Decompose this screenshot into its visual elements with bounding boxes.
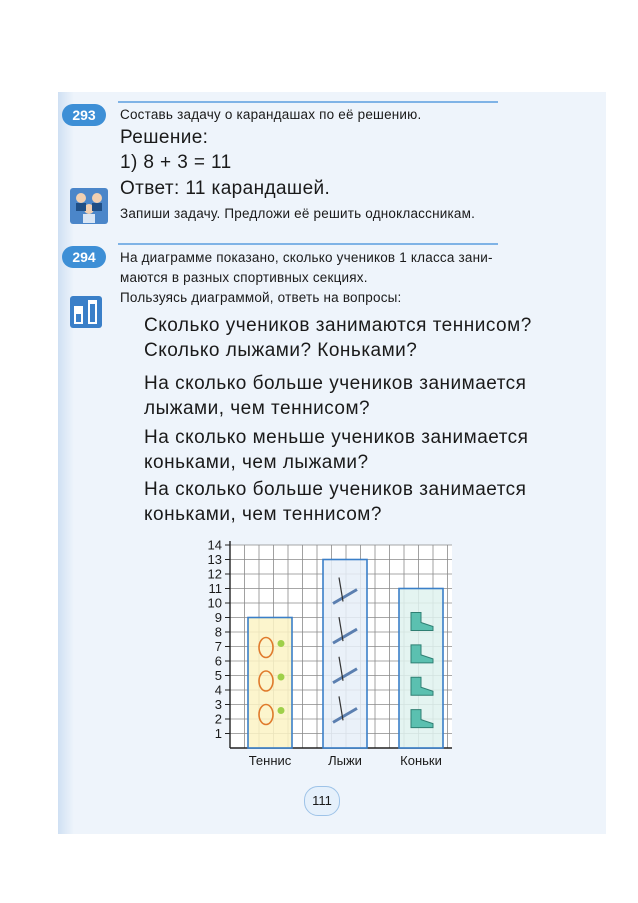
task-293-group-task: Запиши задачу. Предложи её решить одноклассникам. xyxy=(120,206,476,221)
question-4-line2: коньками, чем теннисом? xyxy=(144,504,382,525)
y-tick-label: 4 xyxy=(214,682,222,698)
question-2-line1: На сколько больше учеников занимается xyxy=(144,373,527,394)
task-294-intro-line2: маются в разных спортивных секциях. xyxy=(120,270,368,285)
x-category-label: Коньки xyxy=(400,753,442,768)
task-293-rule xyxy=(118,101,498,103)
chart-data-icon xyxy=(70,296,102,333)
y-tick-label: 6 xyxy=(214,653,222,669)
y-tick-label: 12 xyxy=(207,566,222,582)
page-number: 111 xyxy=(304,786,340,816)
y-tick-label: 10 xyxy=(207,595,222,611)
question-3-line1: На сколько меньше учеников занимается xyxy=(144,427,529,448)
y-tick-label: 8 xyxy=(214,624,222,640)
pupils-group-icon xyxy=(70,188,108,229)
task-293-answer: Ответ: 11 карандашей. xyxy=(120,178,331,199)
y-tick-label: 14 xyxy=(207,537,222,553)
question-1-line1: Сколько учеников занимаются теннисом? xyxy=(144,315,532,336)
question-2-line2: лыжами, чем теннисом? xyxy=(144,398,371,419)
question-4-line1: На сколько больше учеников занимается xyxy=(144,479,527,500)
y-tick-label: 1 xyxy=(214,726,222,741)
x-category-label: Теннис xyxy=(248,753,292,768)
y-tick-label: 2 xyxy=(214,711,222,727)
task-293-instruction: Составь задачу о карандашах по её решению. xyxy=(120,107,422,122)
x-category-label: Лыжи xyxy=(328,753,362,768)
y-tick-label: 3 xyxy=(214,697,222,712)
task-294-number: 294 xyxy=(62,246,106,268)
question-1-line2: Сколько лыжами? Коньками? xyxy=(144,340,418,361)
y-tick-label: 9 xyxy=(214,610,222,625)
task-293-solution-step: 1) 8 + 3 = 11 xyxy=(120,152,232,173)
task-294-rule xyxy=(118,243,498,245)
task-293-number: 293 xyxy=(62,104,106,126)
task-294-intro-line3: Пользуясь диаграммой, ответь на вопросы: xyxy=(120,290,402,305)
y-tick-label: 5 xyxy=(214,668,222,683)
y-tick-label: 7 xyxy=(214,639,222,654)
question-3-line2: коньками, чем лыжами? xyxy=(144,452,369,473)
task-293-solution-title: Решение: xyxy=(120,127,209,148)
y-tick-label: 11 xyxy=(208,581,222,596)
y-tick-label: 13 xyxy=(207,552,222,567)
task-294-intro-line1: На диаграмме показано, сколько учеников 1 класса зани- xyxy=(120,250,493,265)
